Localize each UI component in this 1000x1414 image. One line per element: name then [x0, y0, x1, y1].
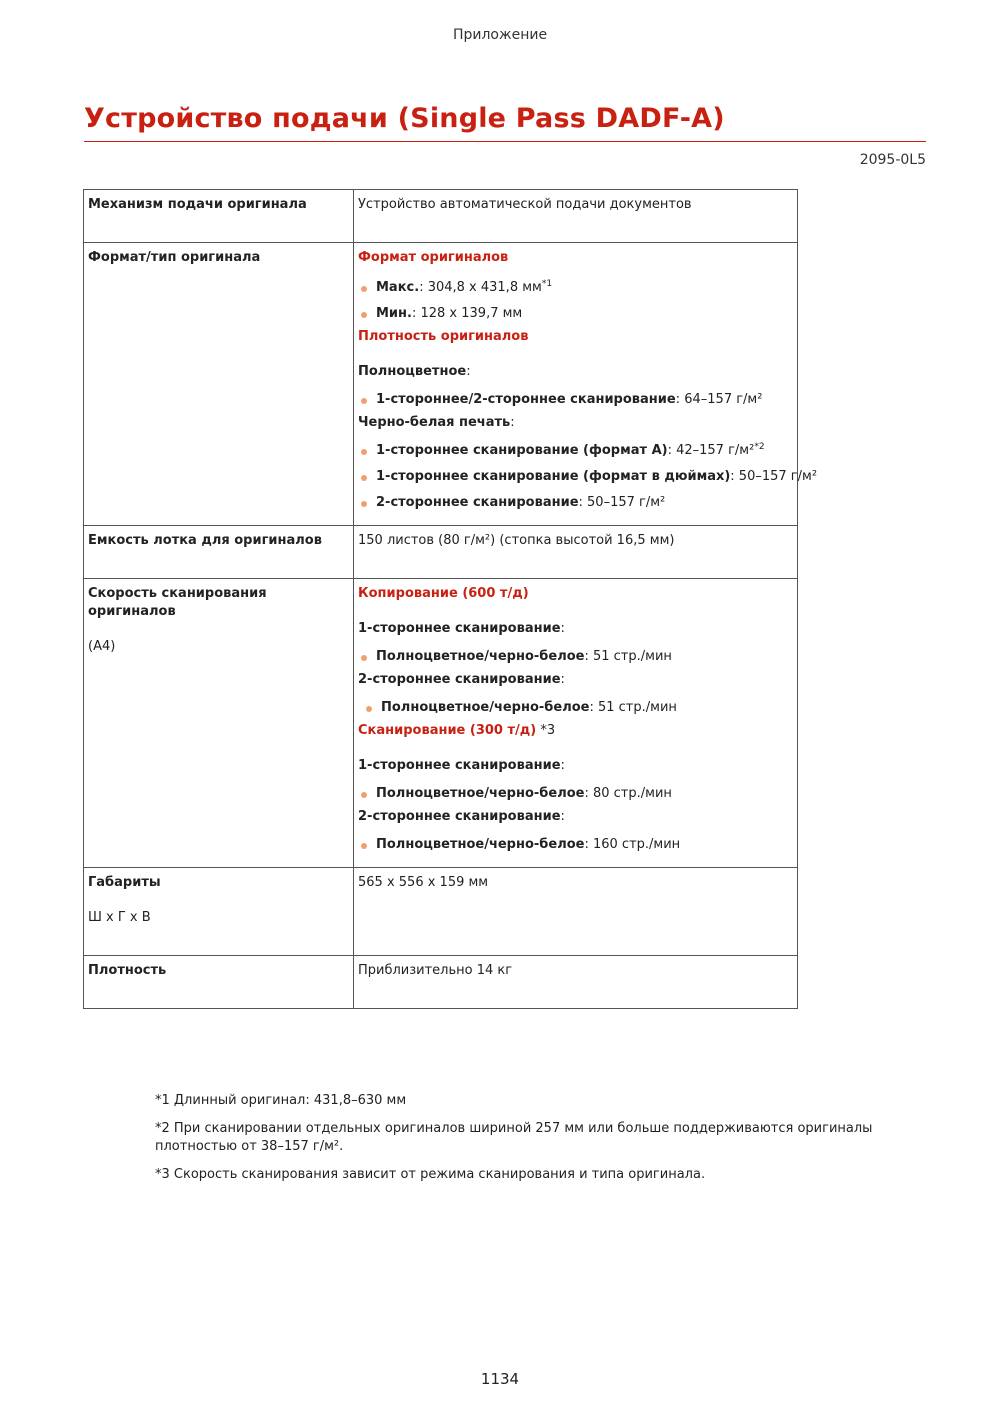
row-value: Устройство автоматической подачи документов [354, 190, 798, 243]
row-value: 565 x 556 x 159 мм [354, 868, 798, 956]
footnote: *3 Скорость сканирования зависит от режима сканирования и типа оригинала. [155, 1167, 706, 1182]
color-list [358, 391, 793, 409]
row-label: Формат/тип оригинала [84, 243, 354, 526]
scan-1side-label: 1-стороннее сканирование: [358, 758, 565, 773]
copy-2side-list [358, 699, 793, 717]
list-item: Макс.: 304,8 x 431,8 $мм^{*1}$ [358, 279, 793, 297]
copy-heading: Копирование (600 т/д) [358, 586, 529, 601]
bullet-icon [361, 843, 367, 849]
density-heading: Плотность оригиналов [358, 329, 529, 344]
bw-label: Черно-белая печать: [358, 415, 515, 430]
table-row [84, 579, 798, 868]
size-heading: Формат оригиналов [358, 250, 509, 265]
list-item: Полноцветное/черно-белое: 51 стр./мин [358, 648, 793, 666]
bullet-icon [361, 792, 367, 798]
table-row [84, 956, 798, 1009]
bullet-icon [361, 501, 367, 507]
footnotes [155, 1092, 875, 1194]
running-header: Приложение [452, 27, 548, 43]
list-item: Полноцветное/черно-белое: 160 стр./мин [358, 836, 793, 854]
row-value [354, 579, 798, 868]
bullet-icon [361, 286, 367, 292]
page-title: Устройство подачи (Single Pass DADF-A) [84, 103, 725, 134]
footnote: *1 Длинный оригинал: 431,8–630 мм [155, 1093, 407, 1108]
list-item: 2-стороннее сканирование: 50–157 г/м² [358, 494, 793, 512]
row-label: Габариты Ш x Г x В [84, 868, 354, 956]
list-item: Мин.: 128 x 139,7 мм [358, 305, 793, 323]
scan-1side-list [358, 785, 793, 803]
table-row [84, 243, 798, 526]
list-item: Полноцветное/черно-белое: 80 стр./мин [358, 785, 793, 803]
scan-heading: Сканирование (300 т/д) *3 [358, 723, 556, 738]
table-row [84, 190, 798, 243]
list-item: 1-стороннее/2-стороннее сканирование: 64–157 г/м² [358, 391, 793, 409]
bw-list [358, 442, 818, 512]
color-label: Полноцветное: [358, 364, 471, 379]
bullet-icon [361, 475, 367, 481]
list-item: Полноцветное/черно-белое: 51 стр./мин [358, 699, 793, 717]
row-value: 150 листов (80 г/м²) (стопка высотой 16,5 мм) [354, 526, 798, 579]
bullet-icon [361, 449, 367, 455]
bullet-icon [361, 655, 367, 661]
scan-2side-list [358, 836, 793, 854]
table-row [84, 868, 798, 956]
copy-2side-label: 2-стороннее сканирование: [358, 672, 565, 687]
copy-1side-label: 1-стороннее сканирование: [358, 621, 565, 636]
copy-1side-list [358, 648, 793, 666]
title-divider [84, 141, 926, 142]
footnote: *2 При сканировании отдельных оригиналов шириной 257 мм или больше поддерживаются оригиналы плотностью от 38–157 г/м². [155, 1121, 873, 1154]
spec-table [83, 189, 818, 1009]
table-row [84, 526, 798, 579]
list-item: 1-стороннее сканирование (формат в дюймах): 50–157 г/м² [358, 468, 793, 486]
row-label: Механизм подачи оригинала [84, 190, 354, 243]
row-label: Емкость лотка для оригиналов [84, 526, 354, 579]
row-sublabel: (A4) [88, 639, 116, 654]
bullet-icon [366, 706, 372, 712]
bullet-icon [361, 312, 367, 318]
list-item: 1-стороннее сканирование (формат A): 42–157 г/м²$^{*2}$ [358, 442, 793, 460]
row-label: Скорость сканирования оригиналов (A4) [84, 579, 354, 868]
document-code: 2095-0L5 [859, 152, 926, 168]
scan-2side-label: 2-стороннее сканирование: [358, 809, 565, 824]
row-value [354, 243, 818, 526]
size-list [358, 279, 793, 323]
row-value: Приблизительно 14 кг [354, 956, 798, 1009]
row-sublabel: Ш x Г x В [88, 910, 151, 925]
bullet-icon [361, 398, 367, 404]
page-number: 1134 [480, 1370, 520, 1388]
row-label: Плотность [84, 956, 354, 1009]
